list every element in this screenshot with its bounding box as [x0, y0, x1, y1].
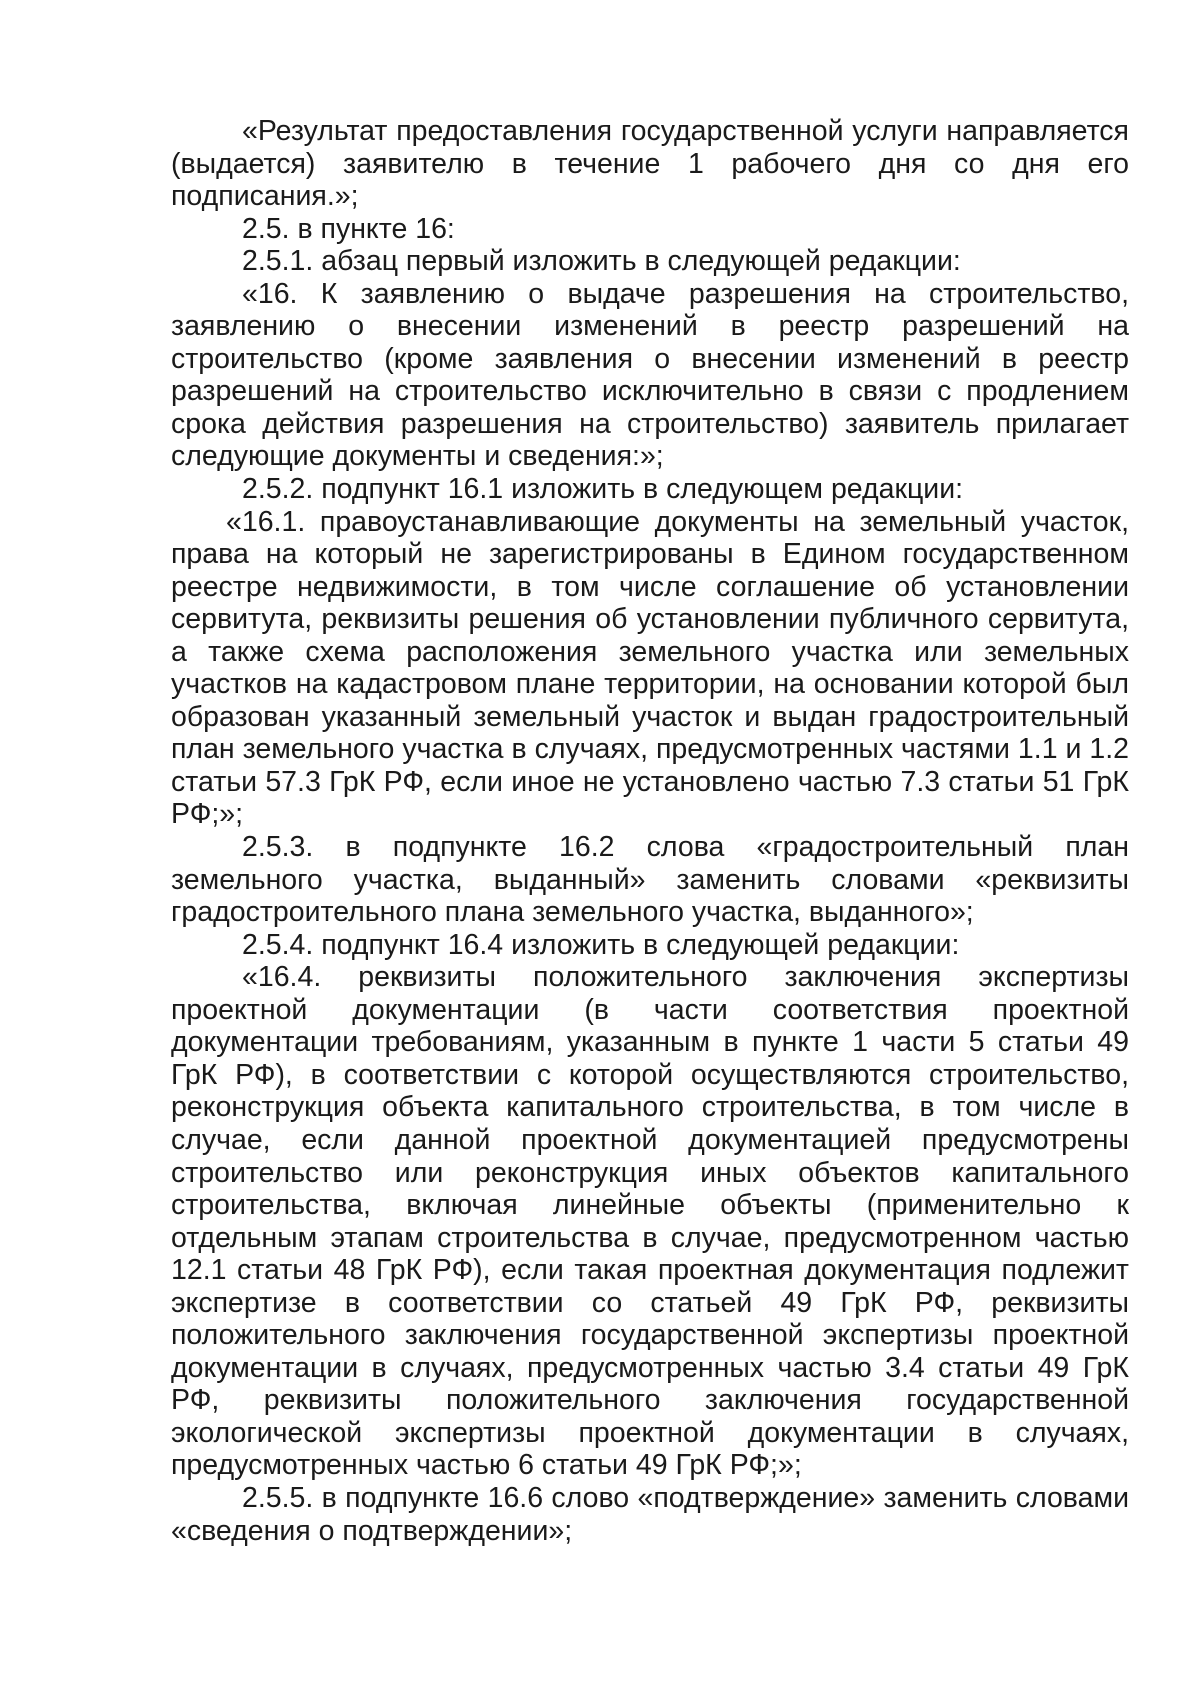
paragraph-16: «16. К заявлению о выдаче разрешения на строительство, заявлению о внесении изменений в реестр разрешений на строительство (кроме заявления о внесении изменений в реестр разрешений на строительство исключительно в связи с продлением срока действия разрешения на строительство) заявитель прилагает следующие документы и сведения:»;	[171, 277, 1129, 473]
paragraph-2-5-2: 2.5.2. подпункт 16.1 изложить в следующем редакции:	[242, 473, 964, 506]
paragraph-2-5-3: 2.5.3. в подпункте 16.2 слова «градостроительный план земельного участка, выданный» заменить словами «реквизиты градостроительного плана земельного участка, выданного»;	[171, 831, 1129, 929]
paragraph-2-5-5: 2.5.5. в подпункте 16.6 слово «подтверждение» заменить словами «сведения о подтверждении»;	[171, 1481, 1129, 1547]
paragraph-16-1: «16.1. правоустанавливающие документы на земельный участок, права на который не зарегистрированы в Едином государственном реестре недвижимости, в том числе соглашение об установлении сервитута, реквизиты решения об установлении публичного сервитута, а также схема расположения земельного участка или земельных участков на кадастровом плане территории, на основании которой был образован указанный земельный участок и выдан градостроительный план земельного участка в случаях, предусмотренных частями 1.1 и 1.2 статьи 57.3 ГрК РФ, если иное не установлено частью 7.3 статьи 51 ГрК РФ;»;	[171, 505, 1129, 831]
paragraph-2-5: 2.5. в пункте 16:	[242, 212, 455, 245]
paragraph-2-5-1: 2.5.1. абзац первый изложить в следующей редакции:	[242, 245, 961, 278]
paragraph-result-delivery: «Результат предоставления государственной услуги направляется (выдается) заявителю в течение 1 рабочего дня со дня его подписания.»;	[171, 115, 1129, 213]
paragraph-16-4: «16.4. реквизиты положительного заключения экспертизы проектной документации (в части соответствия проектной документации требованиям, указанным в пункте 1 части 5 статьи 49 ГрК РФ), в соответствии с которой осуществляются строительство, реконструкция объекта капитального строительства, в том числе в случае, если данной проектной документацией предусмотрены строительство или реконструкция иных объектов капитального строительства, включая линейные объекты (применительно к отдельным этапам строительства в случае, предусмотренном частью 12.1 статьи 48 ГрК РФ), если такая проектная документация подлежит экспертизе в соответствии со статьей 49 ГрК РФ, реквизиты положительного заключения государственной экспертизы проектной документации в случаях, предусмотренных частью 3.4 статьи 49 ГрК РФ, реквизиты положительного заключения государственной экологической экспертизы проектной документации в случаях, предусмотренных частью 6 статьи 49 ГрК РФ;»;	[171, 961, 1129, 1482]
paragraph-2-5-4: 2.5.4. подпункт 16.4 изложить в следующей редакции:	[242, 928, 960, 961]
document-page	[171, 115, 1129, 1547]
